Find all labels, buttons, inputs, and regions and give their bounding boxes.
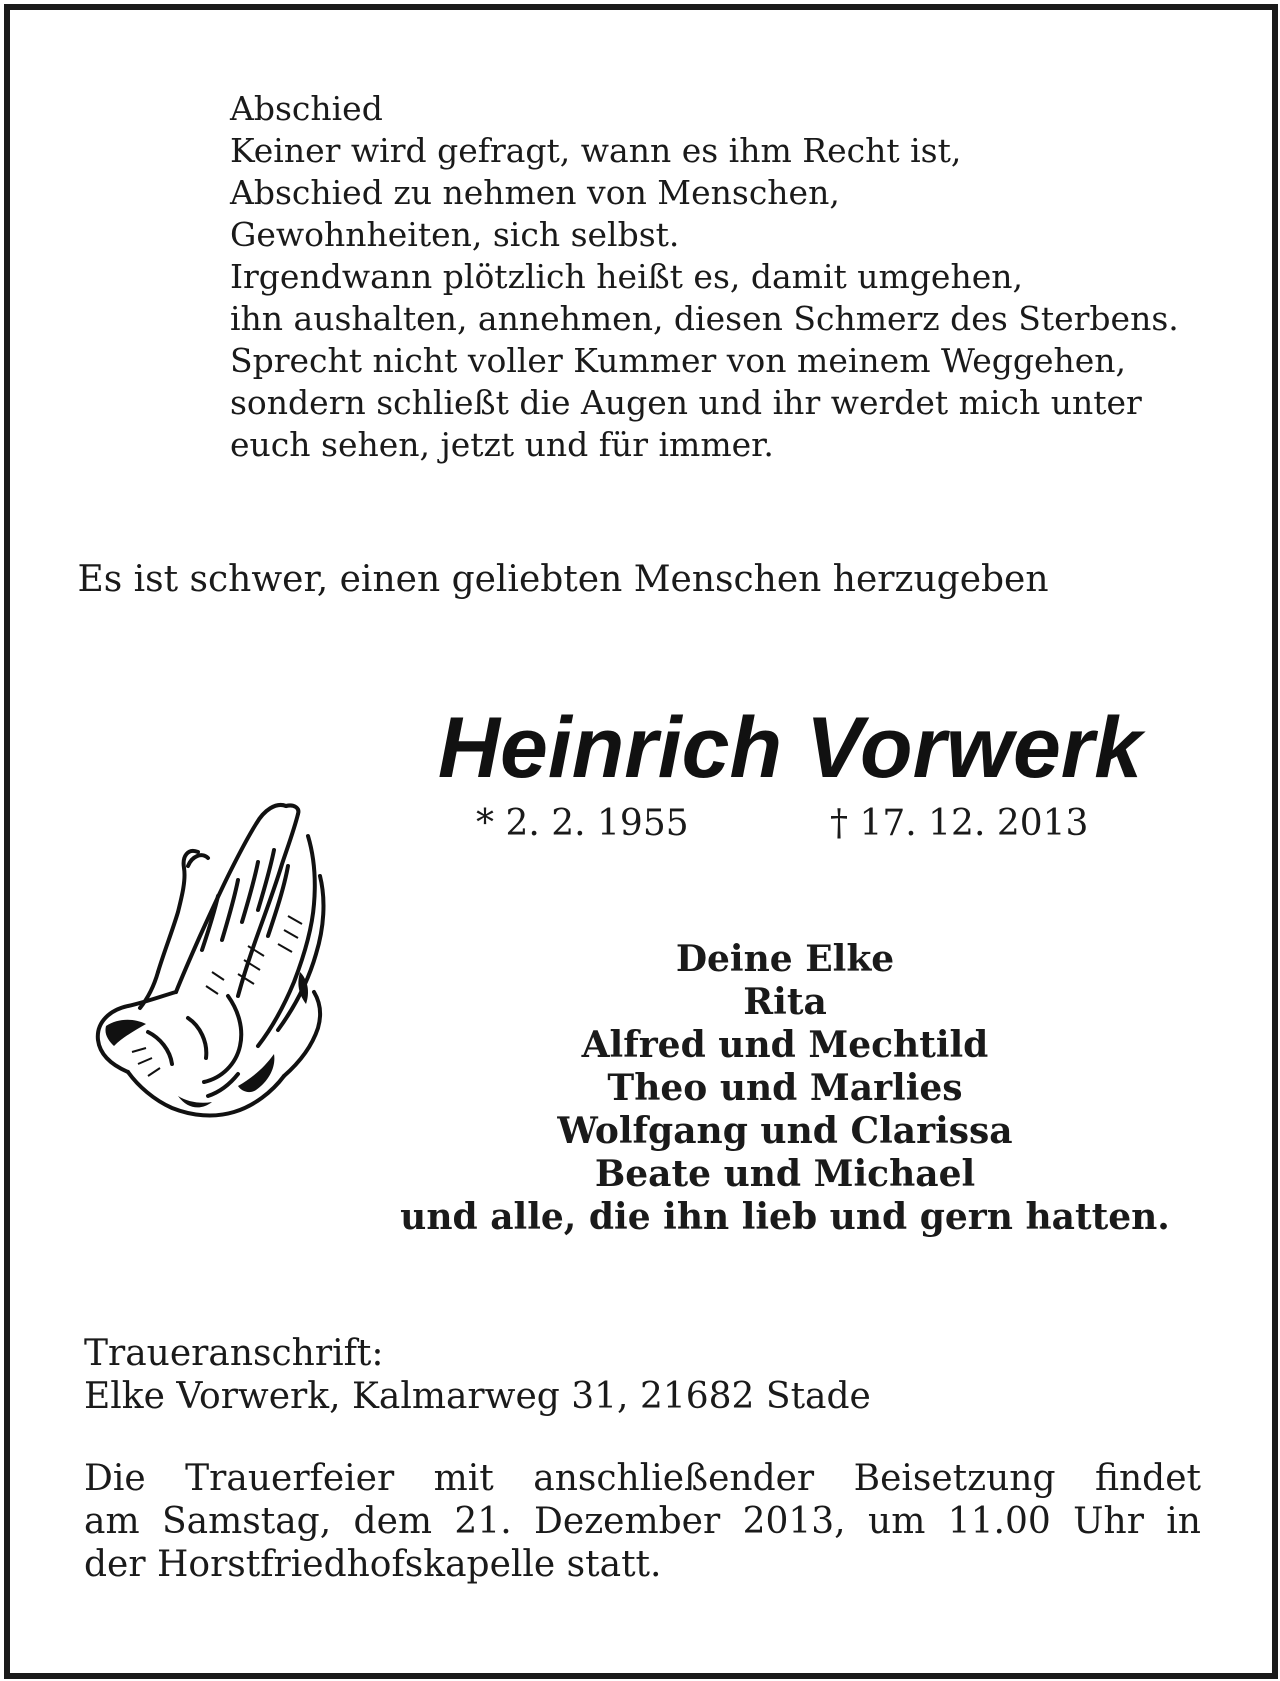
poem-line: Abschied zu nehmen von Menschen,	[230, 173, 840, 212]
mourner-name: Theo und Marlies	[607, 1067, 963, 1109]
poem-title: Abschied	[230, 89, 383, 128]
mourner-closing: und alle, die ihn lieb und gern hatten.	[400, 1196, 1170, 1238]
address-label: Traueranschrift:	[84, 1333, 384, 1374]
mourner-name: Wolfgang und Clarissa	[557, 1110, 1013, 1152]
poem-line: Irgendwann plötzlich heißt es, damit umgehen,	[230, 257, 1023, 296]
mourners-list	[380, 938, 1190, 1239]
praying-hands-icon	[88, 796, 328, 1130]
service-line: der Horstfriedhofskapelle statt.	[84, 1544, 662, 1585]
poem-line: Gewohnheiten, sich selbst.	[230, 215, 680, 254]
farewell-poem	[230, 88, 1230, 466]
funeral-service-info	[84, 1457, 1201, 1586]
poem-line: sondern schließt die Augen und ihr werdet mich unter	[230, 383, 1142, 422]
mourner-name: Rita	[743, 981, 827, 1023]
mourner-name: Alfred und Mechtild	[581, 1024, 989, 1066]
service-line: am Samstag, dem 21. Dezember 2013, um 11.00 Uhr in	[84, 1501, 1201, 1542]
birth-date: * 2. 2. 1955	[476, 803, 689, 844]
poem-line: euch sehen, jetzt und für immer.	[230, 425, 774, 464]
subheading-text: Es ist schwer, einen geliebten Menschen herzugeben	[77, 559, 1049, 600]
poem-line: Sprecht nicht voller Kummer von meinem Weggehen,	[230, 341, 1127, 380]
death-date: † 17. 12. 2013	[830, 803, 1089, 844]
mourner-name: Deine Elke	[675, 938, 895, 980]
address-value: Elke Vorwerk, Kalmarweg 31, 21682 Stade	[84, 1376, 871, 1417]
subheading	[0, 558, 1280, 602]
poem-line: ihn aushalten, annehmen, diesen Schmerz des Sterbens.	[230, 299, 1179, 338]
mourner-name: Beate und Michael	[594, 1153, 976, 1195]
deceased-name: Heinrich Vorwerk	[437, 700, 1143, 796]
service-line: Die Trauerfeier mit anschließender Beisetzung findet	[84, 1458, 1201, 1499]
mourning-address	[84, 1332, 1204, 1418]
poem-line: Keiner wird gefragt, wann es ihm Recht ist,	[230, 131, 962, 170]
